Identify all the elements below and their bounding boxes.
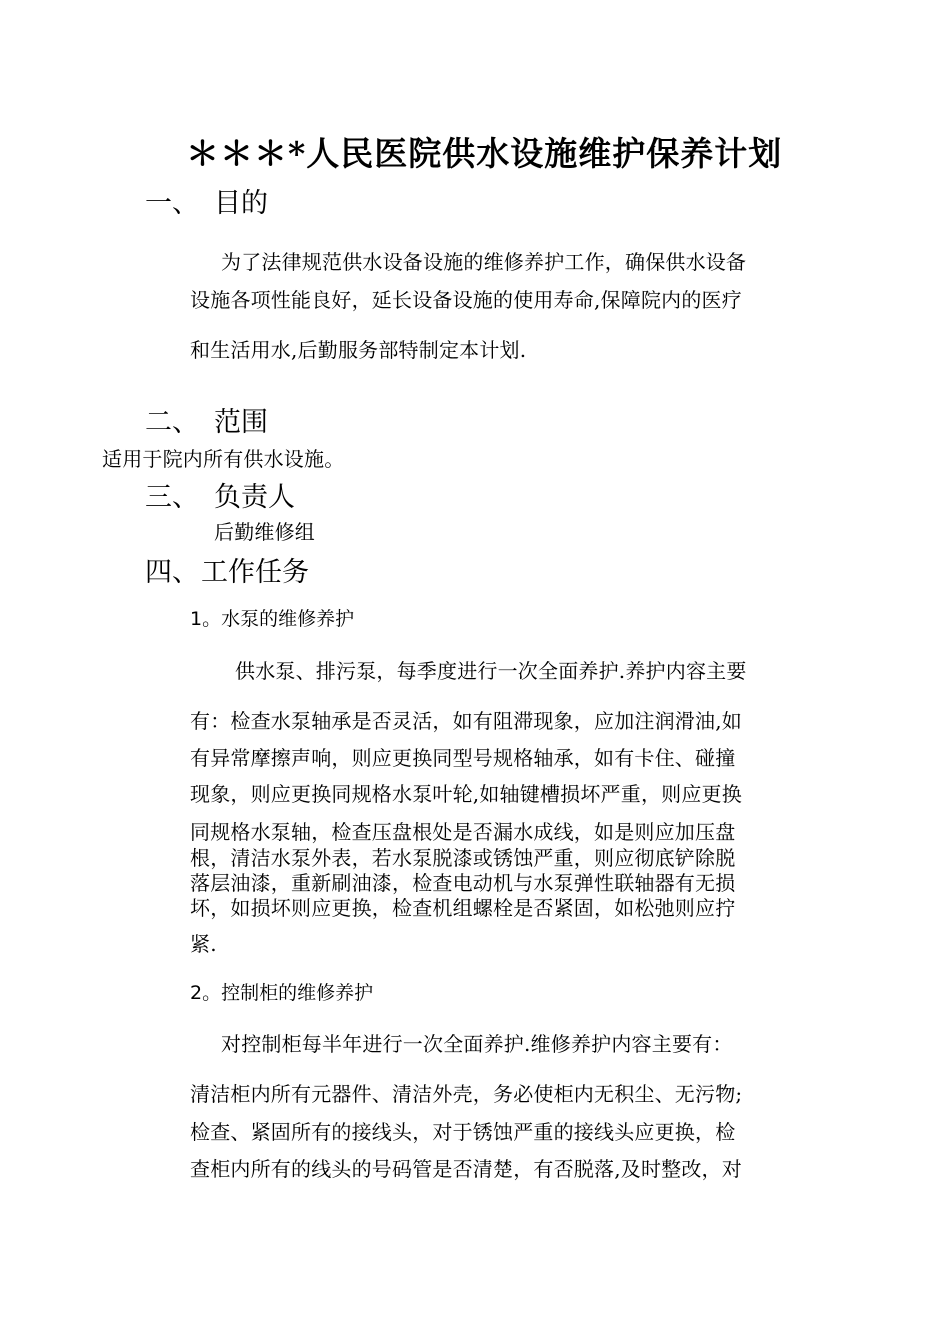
page-title: ＊＊＊*人民医院供水设施维护保养计划 bbox=[186, 134, 783, 173]
owner-text: 后勤维修组 bbox=[214, 520, 315, 544]
paragraph-line: 坏，如损坏则应更换，检查机组螺栓是否紧固，如松弛则应拧 bbox=[190, 896, 736, 920]
paragraph-line: 根，清洁水泵外表，若水泵脱漆或锈蚀严重，则应彻底铲除脱 bbox=[190, 846, 736, 870]
section-number: 三、 bbox=[145, 482, 199, 513]
paragraph-line: 为了法律规范供水设备设施的维修养护工作，确保供水设备 bbox=[221, 250, 747, 274]
scope-text: 适用于院内所有供水设施。 bbox=[102, 447, 345, 471]
paragraph-line: 现象，则应更换同规格水泵叶轮,如轴键槽损坏严重，则应更换 bbox=[190, 782, 742, 806]
paragraph-line: 落层油漆，重新刷油漆，检查电动机与水泵弹性联轴器有无损 bbox=[190, 871, 736, 895]
section-number: 二、 bbox=[145, 407, 199, 438]
section-number: 四、 bbox=[145, 557, 199, 588]
task-heading: 1。水泵的维修养护 bbox=[190, 608, 355, 630]
paragraph-line: 检查、紧固所有的接线头，对于锈蚀严重的接线头应更换，检 bbox=[190, 1120, 736, 1144]
paragraph-line: 有：检查水泵轴承是否灵活，如有阻滞现象，应加注润滑油,如 bbox=[190, 709, 742, 733]
section-heading: 范围 bbox=[214, 407, 268, 438]
paragraph-line: 供水泵、排污泵，每季度进行一次全面养护.养护内容主要 bbox=[235, 659, 747, 683]
task-heading: 2。控制柜的维修养护 bbox=[190, 982, 374, 1004]
paragraph-line: 设施各项性能良好，延长设备设施的使用寿命,保障院内的医疗 bbox=[190, 288, 742, 312]
section-heading: 目的 bbox=[214, 188, 268, 219]
paragraph-line: 对控制柜每半年进行一次全面养护.维修养护内容主要有： bbox=[221, 1032, 733, 1056]
section-heading: 负责人 bbox=[214, 482, 295, 513]
paragraph-line: 同规格水泵轴，检查压盘根处是否漏水成线，如是则应加压盘 bbox=[190, 820, 736, 844]
paragraph-line: 查柜内所有的线头的号码管是否清楚，有否脱落,及时整改，对 bbox=[190, 1157, 742, 1181]
paragraph-line: 有异常摩擦声响，则应更换同型号规格轴承，如有卡住、碰撞 bbox=[190, 746, 736, 770]
paragraph-line: 紧. bbox=[190, 932, 217, 956]
section-heading: 工作任务 bbox=[201, 557, 309, 588]
section-number: 一、 bbox=[145, 188, 199, 219]
paragraph-line: 和生活用水,后勤服务部特制定本计划. bbox=[190, 338, 527, 362]
paragraph-line: 清洁柜内所有元器件、清洁外壳，务必使柜内无积尘、无污物; bbox=[190, 1082, 743, 1106]
